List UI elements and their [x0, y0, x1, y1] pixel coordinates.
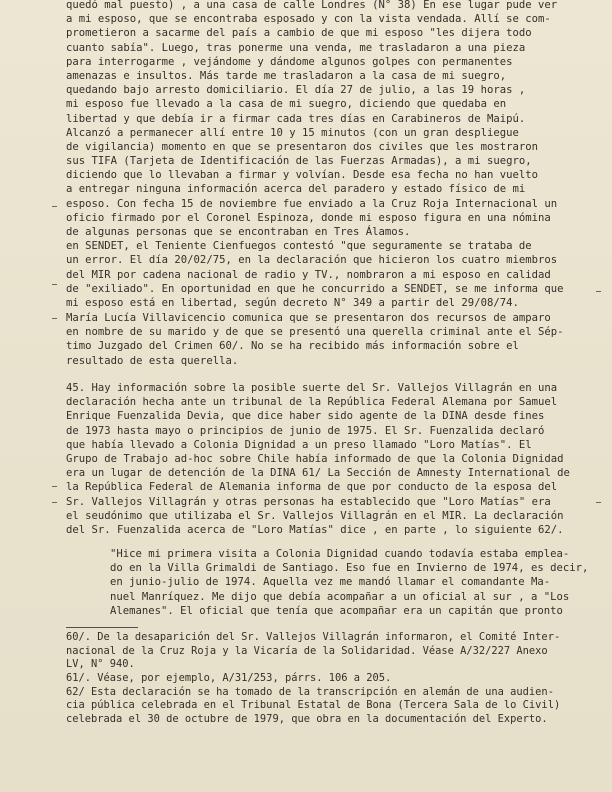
- text-line: a mi esposo, que se encontraba esposado y con la vista vendada. Allí se com-: [66, 13, 551, 26]
- margin-mark: [52, 502, 57, 503]
- text-line: quedando bajo arresto domiciliario. El día 27 de julio, a las 19 horas ,: [66, 84, 526, 97]
- text-line: Alcanzó a permanecer allí entre 10 y 15 minutos (con un gran despliegue: [66, 126, 519, 139]
- text-line: de algunas personas que se encontraban en Tres Álamos.: [66, 226, 411, 238]
- footnote-line: LV, N° 940.: [66, 658, 135, 671]
- text-line: Alemanes". El oficial que tenía que acompañar era un capitán que pronto: [110, 604, 563, 617]
- text-line: para interrogarme , vejándome y dándome algunos golpes con permanentes: [66, 55, 513, 68]
- text-line: María Lucía Villavicencio comunica que se presentaron dos recursos de amparo: [66, 312, 551, 324]
- text-line: sus TIFA (Tarjeta de Identificación de las Fuerzas Armadas), a mi suegro,: [66, 155, 532, 168]
- footnotes: [66, 631, 578, 727]
- margin-mark: [596, 502, 601, 503]
- margin-mark: [52, 206, 57, 207]
- text-line: a entregar ninguna información acerca del paradero y estado físico de mi: [66, 183, 526, 196]
- text-line: amenazas e insultos. Más tarde me trasladaron a la casa de mi suegro,: [66, 69, 507, 82]
- text-line: quedó mal puesto) , a una casa de calle Londres (N° 38) En ese lugar pude ver: [66, 0, 558, 11]
- block-quote: [110, 547, 589, 618]
- text-line: resultado de esta querella.: [66, 354, 239, 367]
- text-line: de 1973 hasta mayo o principios de junio de 1975. El Sr. Fuenzalida declaró: [66, 424, 545, 437]
- margin-mark: [596, 291, 601, 292]
- footnote-line: 61/. Véase, por ejemplo, A/31/253, párrs. 106 a 205.: [66, 672, 392, 685]
- text-line: el seudónimo que utilizaba el Sr. Vallejos Villagrán en el MIR. La declaración: [66, 509, 564, 522]
- text-line: nuel Manríquez. Me dijo que debía acompañar a un oficial al sur , a "Los: [110, 590, 570, 603]
- text-line: en nombre de su marido y de que se presentó una querella criminal ante el Sép-: [66, 326, 564, 339]
- text-line: que había llevado a Colonia Dignidad a un preso llamado "Loro Matías". El: [66, 438, 532, 451]
- text-line: Grupo de Trabajo ad-hoc sobre Chile había informado de que la Colonia Dignidad: [66, 452, 564, 465]
- margin-mark: [52, 486, 57, 487]
- text-line: un error. El día 20/02/75, en la declaración que hicieron los cuatro miembros: [66, 254, 558, 267]
- margin-mark: [52, 318, 57, 319]
- text-line: cuanto sabía". Luego, tras ponerme una venda, me trasladaron a una pieza: [66, 41, 526, 54]
- text-line: la República Federal de Alemania informa de que por conducto de la esposa del: [66, 481, 558, 494]
- footnote-line: 62/ Esta declaración se ha tomado de la transcripción en alemán de una audien-: [66, 685, 554, 698]
- footnote-separator: [66, 627, 138, 628]
- text-line: en junio-julio de 1974. Aquella vez me mandó llamar el comandante Ma-: [110, 576, 551, 589]
- footnote-line: nacional de la Cruz Roja y la Vicaría de la Solidaridad. Véase A/32/227 Anexo: [66, 644, 548, 657]
- margin-mark: [52, 284, 57, 285]
- text-line: mi esposo fue llevado a la casa de mi suegro, diciendo que quedaba en: [66, 98, 507, 111]
- text-line: del Sr. Fuenzalida acerca de "Loro Matías" dice , en parte , lo siguiente 62/.: [66, 523, 564, 536]
- text-line: 45. Hay información sobre la posible suerte del Sr. Vallejos Villagrán en una: [66, 382, 558, 394]
- testimony-paragraph: [66, 0, 578, 310]
- text-line: diciendo que lo llevaban a firmar y volvían. Desde esa fecha no han vuelto: [66, 169, 538, 182]
- text-line: Enrique Fuenzalida Devia, que dice haber sido agente de la DINA desde fines: [66, 410, 545, 423]
- text-line: libertad y que debía ir a firmar cada tres días en Carabineros de Maipú.: [66, 112, 526, 125]
- text-line: de "exiliado". En oportunidad en que he concurrido a SENDET, se me informa que: [66, 282, 564, 295]
- text-line: timo Juzgado del Crimen 60/. No se ha recibido más información sobre el: [66, 340, 519, 353]
- paragraph-45: [66, 381, 578, 537]
- text-line: do en la Villa Grimaldi de Santiago. Eso fue en Invierno de 1974, es decir,: [110, 562, 589, 575]
- text-line: era un lugar de detención de la DINA 61/ La Sección de Amnesty International de: [66, 467, 570, 480]
- text-line: oficio firmado por el Coronel Espinoza, donde mi esposo figura en una nómina: [66, 211, 551, 224]
- text-line: "Hice mi primera visita a Colonia Dignidad cuando todavía estaba emplea-: [110, 548, 570, 560]
- text-line: prometieron a sacarme del país a cambio de que mi esposo "les dijera todo: [66, 27, 532, 40]
- text-line: de vigilancia) momento en que se presentaron dos civiles que les mostraron: [66, 140, 538, 153]
- text-line: Sr. Vallejos Villagrán y otras personas ha establecido que "Loro Matías" era: [66, 495, 551, 508]
- text-line: en SENDET, el Teniente Cienfuegos contestó "que seguramente se trataba de: [66, 240, 532, 253]
- amparo-paragraph: [66, 311, 578, 368]
- text-line: esposo. Con fecha 15 de noviembre fue enviado a la Cruz Roja Internacional un: [66, 197, 558, 210]
- text-line: del MIR por cadena nacional de radio y TV., nombraron a mi esposo en calidad: [66, 268, 551, 281]
- footnote-line: cia pública celebrada en el Tribunal Estatal de Bona (Tercera Sala de lo Civil): [66, 699, 561, 712]
- footnote-line: celebrada el 30 de octubre de 1979, que obra en la documentación del Experto.: [66, 713, 548, 726]
- footnote-line: 60/. De la desaparición del Sr. Vallejos Villagrán informaron, el Comité Inter-: [66, 631, 561, 643]
- text-line: declaración hecha ante un tribunal de la República Federal Alemana por Samuel: [66, 396, 558, 409]
- text-line: mi esposo está en libertad, según decreto N° 349 a partir del 29/08/74.: [66, 296, 519, 309]
